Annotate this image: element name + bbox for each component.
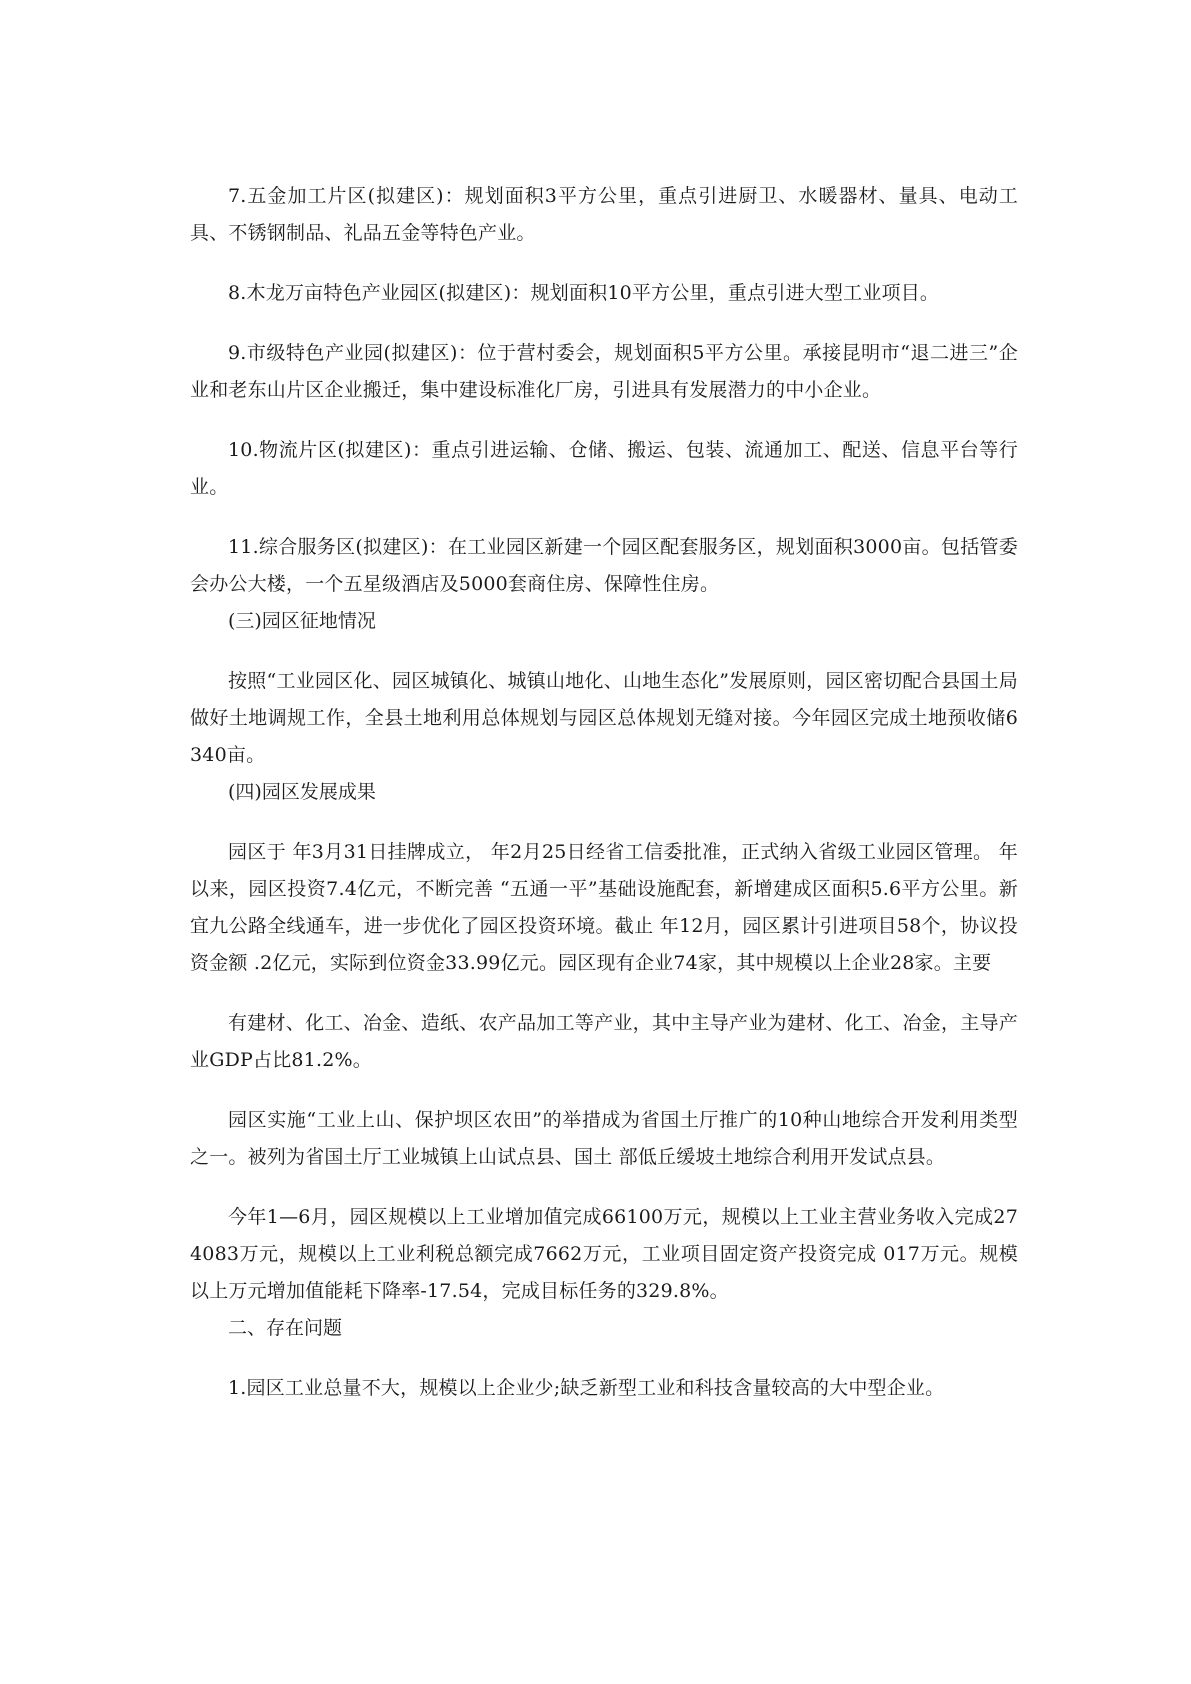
paragraph-service-zone: 11.综合服务区(拟建区)：在工业园区新建一个园区配套服务区，规划面积3000亩。包括管委会办公大楼，一个五星级酒店及5000套商住房、保障性住房。 — [190, 536, 1018, 595]
paragraph-logistics-zone: 10.物流片区(拟建区)：重点引进运输、仓储、搬运、包装、流通加工、配送、信息平台等行业。 — [190, 439, 1018, 498]
paragraph-land-acquisition: 按照“工业园区化、园区城镇化、城镇山地化、山地生态化”发展原则，园区密切配合县国土局做好土地调规工作，全县土地利用总体规划与园区总体规划无缝对接。今年园区完成土地预收储6340亩。 — [190, 670, 1018, 766]
paragraph-hardware-zone: 7.五金加工片区(拟建区)：规划面积3平方公里，重点引进厨卫、水暖器材、量具、电动工具、不锈钢制品、礼品五金等特色产业。 — [190, 185, 1018, 244]
section-heading-problems: 二、存在问题 — [228, 1317, 343, 1339]
paragraph-problem-1: 1.园区工业总量不大，规模以上企业少;缺乏新型工业和科技含量较高的大中型企业。 — [228, 1377, 945, 1399]
paragraph-half-year-stats: 今年1—6月，园区规模以上工业增加值完成66100万元，规模以上工业主营业务收入完成274083万元，规模以上工业利税总额完成7662万元，工业项目固定资产投资完成 017万元。规模以上万元增加值能耗下降率-17.54，完成目标任务的329.8%。 — [190, 1206, 1018, 1302]
paragraph-municipal-park: 9.市级特色产业园(拟建区)：位于营村委会，规划面积5平方公里。承接昆明市“退二进三”企业和老东山片区企业搬迁，集中建设标准化厂房，引进具有发展潜力的中小企业。 — [190, 342, 1018, 401]
section-heading-results: (四)园区发展成果 — [228, 781, 376, 803]
paragraph-industries: 有建材、化工、冶金、造纸、农产品加工等产业，其中主导产业为建材、化工、冶金，主导产业GDP占比81.2%。 — [190, 1012, 1018, 1071]
document-body — [190, 178, 1018, 1407]
section-heading-land: (三)园区征地情况 — [228, 610, 376, 632]
paragraph-mountain-development: 园区实施“工业上山、保护坝区农田”的举措成为省国土厅推广的10种山地综合开发利用类型之一。被列为省国土厅工业城镇上山试点县、国土 部低丘缓坡土地综合利用开发试点县。 — [190, 1109, 1018, 1168]
paragraph-park-history: 园区于 年3月31日挂牌成立， 年2月25日经省工信委批准，正式纳入省级工业园区管理。 年以来，园区投资7.4亿元，不断完善 “五通一平”基础设施配套，新增建成区面积5.6平方公里。新宜九公路全线通车，进一步优化了园区投资环境。截止 年12月，园区累计引进项目58个，协议投资金额 .2亿元，实际到位资金33.99亿元。园区现有企业74家，其中规模以上企业28家。主要 — [190, 841, 1018, 974]
paragraph-mulong-park: 8.木龙万亩特色产业园区(拟建区)：规划面积10平方公里，重点引进大型工业项目。 — [228, 282, 940, 304]
